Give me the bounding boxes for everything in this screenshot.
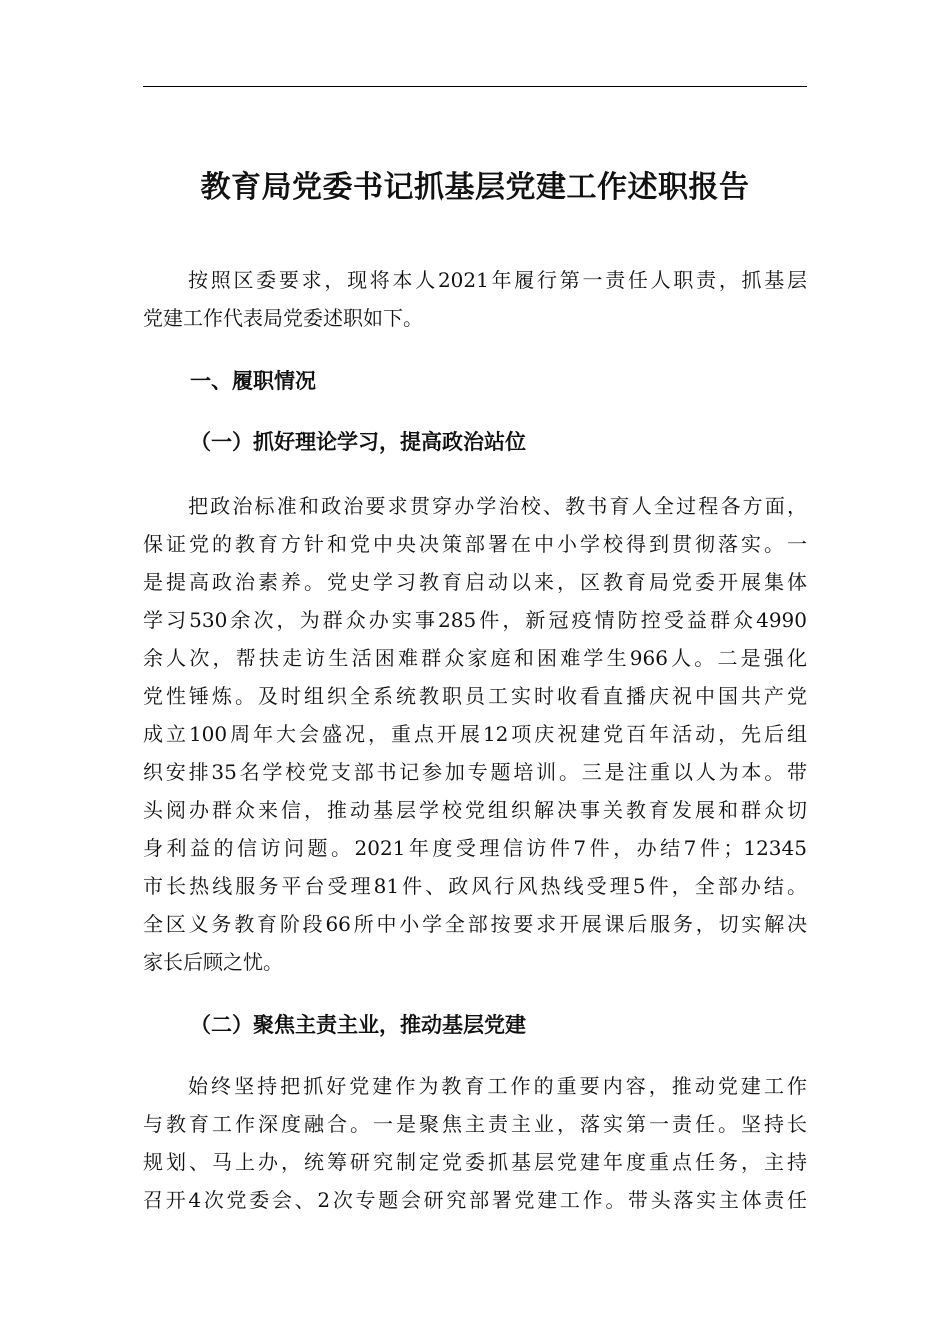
paragraph-line: 召开4次党委会、2次专题会研究部署党建工作。带头落实主体责任	[143, 1188, 807, 1212]
paragraph-line: 市长热线服务平台受理81件、政风行风热线受理5件，全部办结。	[143, 874, 807, 898]
paragraph-line: 织安排35名学校党支部书记参加专题培训。三是注重以人为本。带	[143, 760, 807, 784]
paragraph-line: 家长后顾之忧。	[143, 950, 283, 974]
paragraph-line: 按照区委要求，现将本人2021年履行第一责任人职责，抓基层	[188, 268, 807, 292]
paragraph-line: 党建工作代表局党委述职如下。	[143, 306, 423, 330]
paragraph-line: 成立100周年大会盛况，重点开展12项庆祝建党百年活动，先后组	[143, 722, 807, 746]
paragraph-line: 学习530余次，为群众办实事285件，新冠疫情防控受益群众4990	[143, 608, 807, 632]
subsection-2-paragraph	[143, 1067, 807, 1219]
document-title: 教育局党委书记抓基层党建工作述职报告	[200, 170, 750, 205]
subsection-1-paragraph	[143, 487, 807, 981]
paragraph-line: 头阅办群众来信，推动基层学校党组织解决事关教育发展和群众切	[143, 798, 807, 822]
paragraph-line: 保证党的教育方针和党中央决策部署在中小学校得到贯彻落实。一	[143, 532, 807, 556]
paragraph-line: 始终坚持把抓好党建作为教育工作的重要内容，推动党建工作	[188, 1074, 807, 1098]
paragraph-line: 把政治标准和政治要求贯穿办学治校、教书育人全过程各方面，	[188, 494, 807, 518]
paragraph-line: 与教育工作深度融合。一是聚焦主责主业，落实第一责任。坚持长	[143, 1112, 807, 1136]
paragraph-line: 是提高政治素养。党史学习教育启动以来，区教育局党委开展集体	[143, 570, 807, 594]
section-heading: 一、履职情况	[190, 369, 316, 393]
paragraph-line: 党性锤炼。及时组织全系统教职员工实时收看直播庆祝中国共产党	[143, 684, 807, 708]
subsection-heading: （二）聚焦主责主业，推动基层党建	[190, 1012, 526, 1037]
header-rule	[143, 86, 807, 87]
intro-paragraph	[143, 261, 807, 337]
paragraph-line: 身利益的信访问题。2021年度受理信访件7件，办结7件；12345	[143, 836, 807, 860]
paragraph-line: 规划、马上办，统筹研究制定党委抓基层党建年度重点任务，主持	[143, 1150, 807, 1174]
paragraph-line: 余人次，帮扶走访生活困难群众家庭和困难学生966人。二是强化	[143, 646, 807, 670]
paragraph-line: 全区义务教育阶段66所中小学全部按要求开展课后服务，切实解决	[143, 912, 807, 936]
subsection-heading: （一）抓好理论学习，提高政治站位	[190, 429, 526, 454]
